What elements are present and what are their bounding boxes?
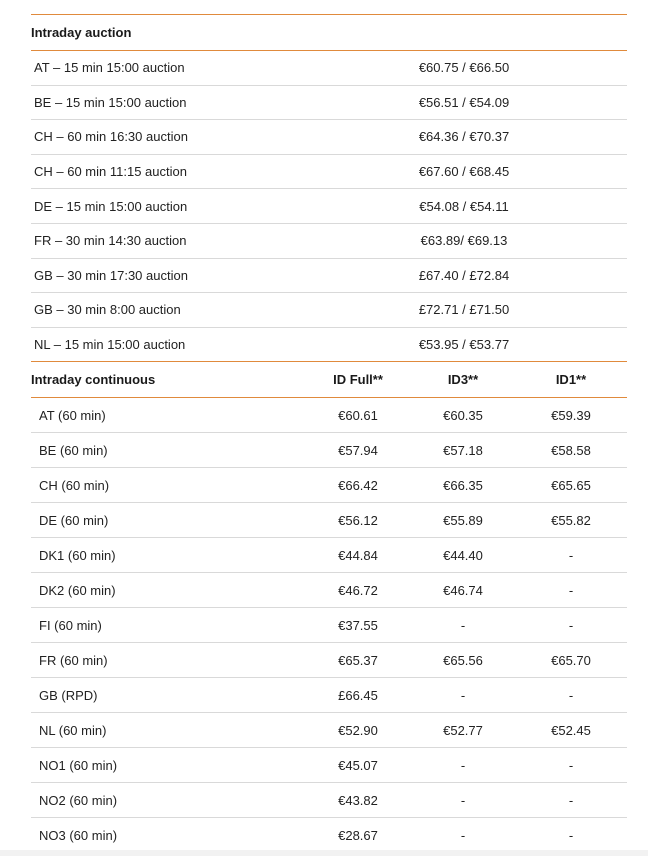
price-table	[31, 14, 627, 853]
continuous-row	[31, 678, 627, 713]
page-bottom-edge	[0, 850, 648, 856]
price-id3: -	[460, 827, 466, 843]
intraday-auction-header	[31, 14, 627, 51]
price-id3: €57.18	[443, 442, 483, 458]
price-id3: €46.74	[443, 582, 483, 598]
continuous-row	[31, 713, 627, 748]
price-id3: €66.35	[443, 477, 483, 493]
auction-price: €56.51 / €54.09	[418, 94, 510, 110]
auction-price: €64.36 / €70.37	[418, 129, 510, 145]
price-id-full: €44.84	[338, 547, 378, 563]
market-label: NO1 (60 min)	[39, 757, 118, 773]
auction-price: €67.60 / €68.45	[418, 164, 510, 180]
price-id-full: €65.37	[338, 652, 378, 668]
price-id1: -	[568, 617, 574, 633]
auction-row	[31, 51, 627, 86]
continuous-row	[31, 608, 627, 643]
price-id-full: €60.61	[338, 407, 378, 423]
price-id-full: £66.45	[338, 687, 378, 703]
section-title: Intraday continuous	[31, 372, 156, 388]
auction-rows	[31, 51, 627, 361]
market-label: NO3 (60 min)	[39, 827, 118, 843]
continuous-row	[31, 783, 627, 818]
market-label: AT (60 min)	[39, 407, 106, 423]
price-id-full: €46.72	[338, 582, 378, 598]
market-label: DE (60 min)	[39, 512, 109, 528]
price-id1: -	[568, 687, 574, 703]
auction-row	[31, 155, 627, 190]
price-id1: -	[568, 827, 574, 843]
price-id-full: €28.67	[338, 827, 378, 843]
auction-row	[31, 86, 627, 121]
auction-price: €63.89/ €69.13	[420, 233, 508, 249]
continuous-row	[31, 503, 627, 538]
price-id-full: €66.42	[338, 477, 378, 493]
market-label: NO2 (60 min)	[39, 792, 118, 808]
price-id3: €55.89	[443, 512, 483, 528]
market-label: CH (60 min)	[39, 477, 110, 493]
price-id3: €52.77	[443, 722, 483, 738]
auction-label: AT – 15 min 15:00 auction	[34, 60, 185, 76]
auction-price: €53.95 / €53.77	[418, 337, 510, 353]
auction-label: NL – 15 min 15:00 auction	[34, 337, 186, 353]
auction-price: €60.75 / €66.50	[418, 60, 510, 76]
auction-label: DE – 15 min 15:00 auction	[34, 198, 188, 214]
market-label: FI (60 min)	[39, 617, 102, 633]
market-label: DK1 (60 min)	[39, 547, 116, 563]
auction-row	[31, 259, 627, 294]
price-id3: -	[460, 617, 466, 633]
price-id-full: €37.55	[338, 617, 378, 633]
price-id1: -	[568, 582, 574, 598]
continuous-row	[31, 468, 627, 503]
price-id-full: €57.94	[338, 442, 378, 458]
auction-row	[31, 293, 627, 328]
column-header-id3: ID3**	[447, 372, 479, 388]
price-id-full: €56.12	[338, 512, 378, 528]
auction-price: £67.40 / £72.84	[418, 267, 510, 283]
price-id3: €60.35	[443, 407, 483, 423]
price-id-full: €52.90	[338, 722, 378, 738]
price-id3: €65.56	[443, 652, 483, 668]
price-id1: €58.58	[551, 442, 591, 458]
column-header-id-full: ID Full**	[333, 372, 383, 388]
auction-row	[31, 120, 627, 155]
price-id3: -	[460, 792, 466, 808]
auction-price: €54.08 / €54.11	[419, 198, 509, 214]
price-id3: -	[460, 757, 466, 773]
auction-label: GB – 30 min 8:00 auction	[34, 302, 181, 318]
market-label: DK2 (60 min)	[39, 582, 116, 598]
continuous-row	[31, 433, 627, 468]
intraday-continuous-header	[31, 361, 627, 398]
market-label: FR (60 min)	[39, 652, 108, 668]
auction-label: BE – 15 min 15:00 auction	[34, 94, 187, 110]
continuous-row	[31, 573, 627, 608]
price-id1: €59.39	[551, 407, 591, 423]
continuous-row	[31, 398, 627, 433]
price-id3: -	[460, 687, 466, 703]
price-id1: €65.70	[551, 652, 591, 668]
auction-label: FR – 30 min 14:30 auction	[34, 233, 187, 249]
auction-row	[31, 224, 627, 259]
price-id1: €65.65	[551, 477, 591, 493]
auction-row	[31, 189, 627, 224]
price-id-full: €45.07	[338, 757, 378, 773]
price-id1: €55.82	[551, 512, 591, 528]
price-id-full: €43.82	[338, 792, 378, 808]
market-label: GB (RPD)	[39, 687, 98, 703]
price-id1: -	[568, 792, 574, 808]
market-label: BE (60 min)	[39, 442, 108, 458]
price-id3: €44.40	[443, 547, 483, 563]
price-id1: €52.45	[551, 722, 591, 738]
market-label: NL (60 min)	[39, 722, 107, 738]
continuous-row	[31, 643, 627, 678]
auction-label: CH – 60 min 16:30 auction	[34, 129, 188, 145]
continuous-row	[31, 538, 627, 573]
continuous-row	[31, 748, 627, 783]
auction-row	[31, 328, 627, 362]
column-header-id1: ID1**	[555, 372, 587, 388]
auction-label: GB – 30 min 17:30 auction	[34, 267, 188, 283]
price-id1: -	[568, 757, 574, 773]
continuous-rows	[31, 398, 627, 853]
price-id1: -	[568, 547, 574, 563]
auction-price: £72.71 / £71.50	[418, 302, 510, 318]
section-title: Intraday auction	[31, 25, 132, 40]
continuous-row	[31, 818, 627, 853]
auction-label: CH – 60 min 11:15 auction	[34, 164, 187, 180]
